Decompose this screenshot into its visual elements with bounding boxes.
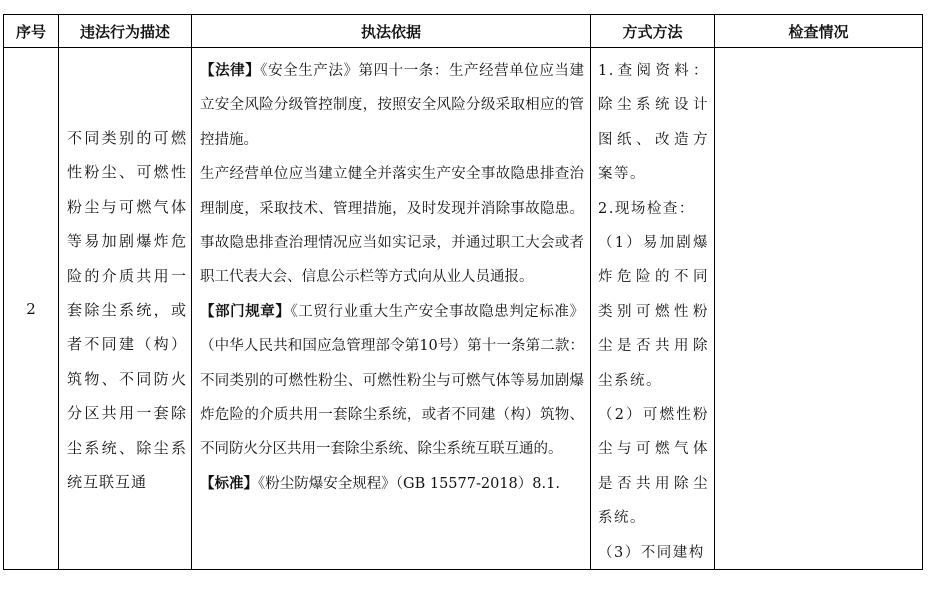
cell-inspection[interactable] bbox=[715, 48, 923, 570]
cell-seq: 2 bbox=[4, 48, 59, 570]
document-page bbox=[3, 14, 922, 570]
method-item-1: 1.查阅资料：除尘系统设计图纸、改造方案等。 bbox=[598, 63, 709, 183]
cell-description bbox=[59, 48, 192, 570]
method-item-5: （3）不同建构 bbox=[598, 544, 705, 561]
tag-rule: 【部门规章】 bbox=[200, 303, 291, 320]
table-header-row bbox=[4, 15, 923, 48]
header-description: 违法行为描述 bbox=[59, 15, 192, 48]
table-row bbox=[4, 48, 923, 570]
method-item-2: 2.现场检查： bbox=[598, 200, 695, 217]
tag-standard: 【标准】 bbox=[200, 475, 258, 492]
header-inspection: 检查情况 bbox=[715, 15, 923, 48]
basis-law-paragraph bbox=[200, 54, 584, 157]
cell-basis bbox=[192, 48, 591, 570]
method-item-4: （2）可燃性粉尘与可燃气体是否共用除尘系统。 bbox=[598, 407, 709, 527]
enforcement-table bbox=[3, 14, 923, 570]
basis-standard-paragraph bbox=[200, 467, 584, 501]
basis-rule-paragraph bbox=[200, 295, 584, 467]
basis-text bbox=[192, 48, 590, 501]
method-text bbox=[591, 48, 714, 569]
tag-law: 【法律】 bbox=[200, 63, 261, 79]
basis-standard-text: 《粉尘防爆安全规程》（GB 15577-2018）8.1. bbox=[258, 475, 560, 492]
basis-hazard-paragraph: 生产经营单位应当建立健全并落实生产安全事故隐患排查治理制度，采取技术、管理措施，及时发现并消除事故隐患。事故隐患排查治理情况应当如实记录，并通过职工大会或者职工代表大会、信息公示栏等方式向从业人员通报。 bbox=[200, 166, 584, 286]
basis-rule-text: 《工贸行业重大生产安全事故隐患判定标准》（中华人民共和国应急管理部令第10号）第十一条第二款：不同类别的可燃性粉尘、可燃性粉尘与可燃气体等易加剧爆炸危险的介质共用一套除尘系统，或者不同建（构）筑物、不同防火分区共用一套除尘系统、除尘系统互联互通的。 bbox=[200, 303, 585, 458]
method-item-3: （1）易加剧爆炸危险的不同类别可燃性粉尘是否共用除尘系统。 bbox=[598, 235, 709, 389]
header-method: 方式方法 bbox=[591, 15, 715, 48]
basis-law-text: 《安全生产法》第四十一条：生产经营单位应当建立安全风险分级管控制度，按照安全风险分级采取相应的管控措施。 bbox=[200, 63, 584, 148]
header-basis: 执法依据 bbox=[192, 15, 591, 48]
cell-method bbox=[591, 48, 715, 570]
header-seq: 序号 bbox=[4, 15, 59, 48]
description-text: 不同类别的可燃性粉尘、可燃性粉尘与可燃气体等易加剧爆炸危险的介质共用一套除尘系统，或者不同建（构）筑物、不同防火分区共用一套除尘系统、除尘系统互联互通 bbox=[67, 129, 187, 492]
